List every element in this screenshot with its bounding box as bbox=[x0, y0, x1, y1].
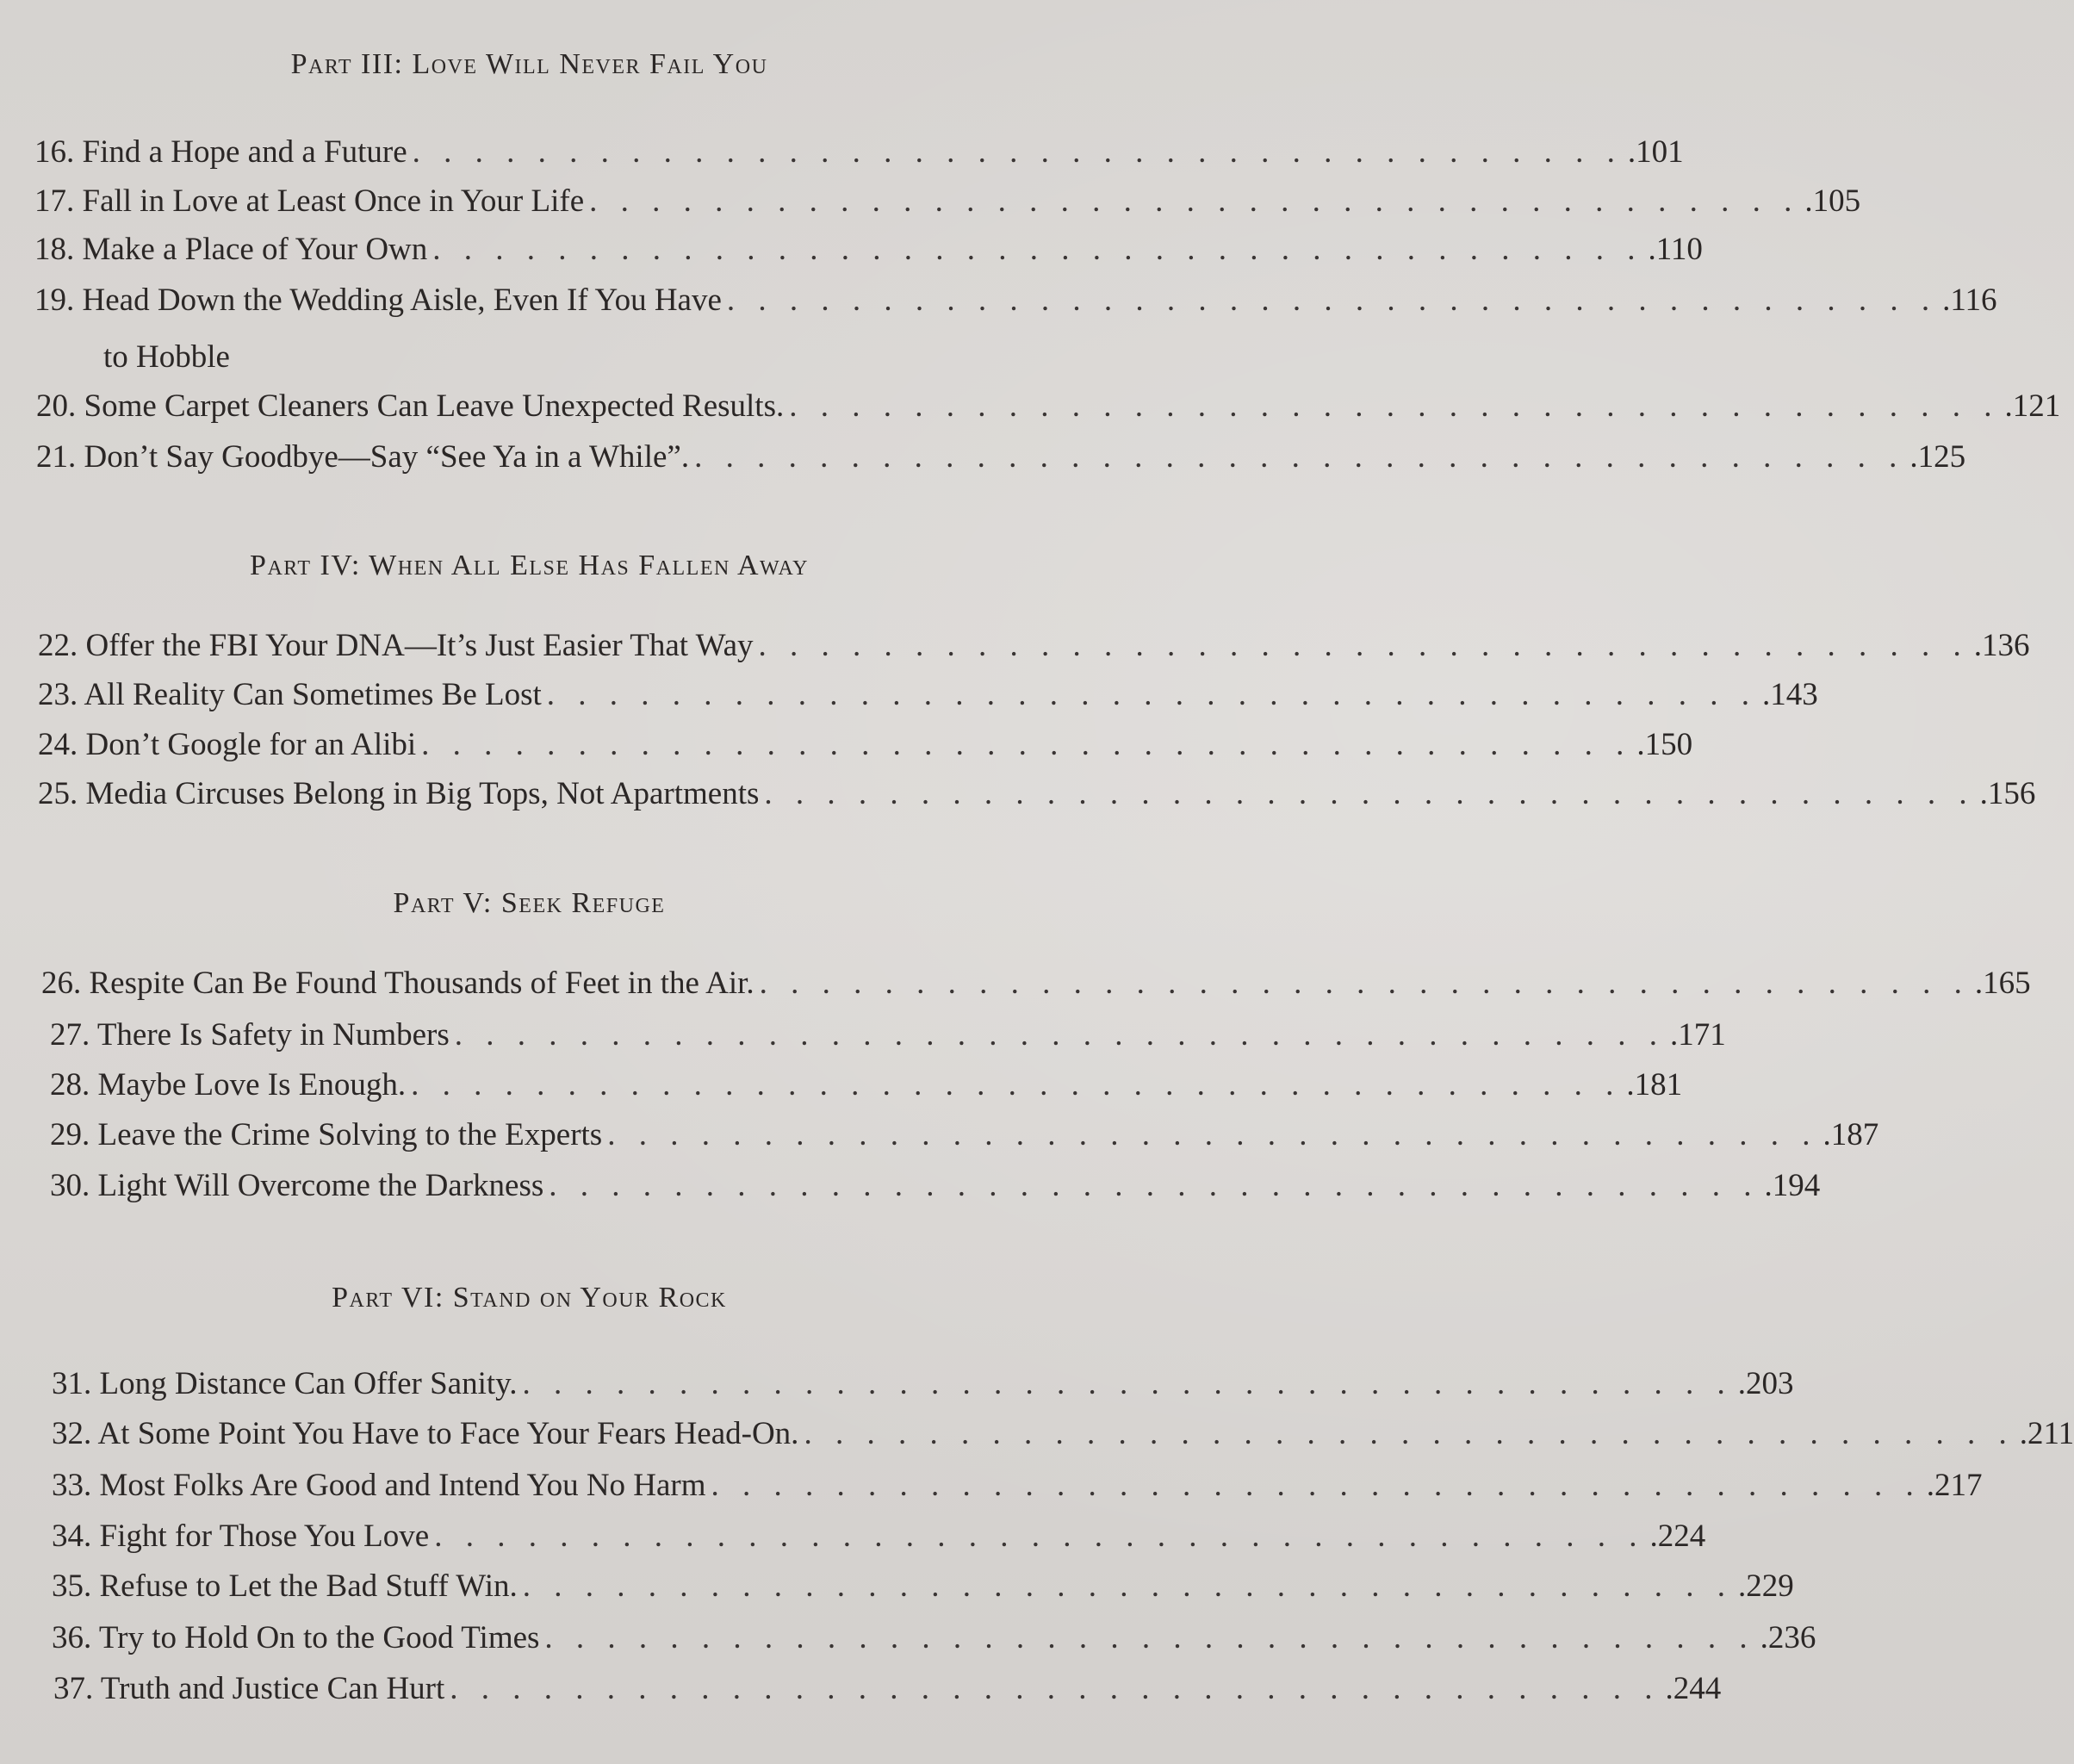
toc-entry-title: 34. Fight for Those You Love bbox=[52, 1519, 430, 1554]
dot-leader: . . . . . . . . . . . . . . . . . . . . . . . . . . . . . . . . . . . . . . . bbox=[546, 677, 1758, 712]
dot-leader: . . . . . . . . . . . . . . . . . . . . . . . . . . . . . . . . . . . . . . . bbox=[789, 388, 2000, 424]
part-heading: Part IV: When All Else Has Fallen Away bbox=[250, 550, 809, 581]
toc-entry-page: .150 bbox=[1636, 727, 1693, 762]
toc-entry-page: .224 bbox=[1649, 1519, 1706, 1554]
toc-entry-title: 17. Fall in Love at Least Once in Your Life bbox=[34, 183, 585, 219]
toc-entry-title: 30. Light Will Overcome the Darkness bbox=[50, 1168, 544, 1203]
toc-entry-title: 23. All Reality Can Sometimes Be Lost bbox=[38, 677, 542, 712]
toc-entry[interactable] bbox=[34, 183, 1861, 220]
toc-entry-title: 33. Most Folks Are Good and Intend You No Harm bbox=[52, 1468, 706, 1503]
dot-leader: . . . . . . . . . . . . . . . . . . . . . . . . . . . . . . . . . . . . . . . bbox=[434, 1519, 1645, 1554]
toc-entry-title: 35. Refuse to Let the Bad Stuff Win. bbox=[52, 1568, 518, 1604]
dot-leader: . . . . . . . . . . . . . . . . . . . . . . . . . . . . . . . . . . . . . . . bbox=[544, 1620, 1755, 1655]
toc-entry-title: 28. Maybe Love Is Enough. bbox=[50, 1067, 407, 1102]
toc-entry-title: 16. Find a Hope and a Future bbox=[34, 134, 407, 170]
dot-leader: . . . . . . . . . . . . . . . . . . . . . . . . . . . . . . . . . . . . . . . bbox=[758, 628, 1969, 663]
toc-entry-title: 36. Try to Hold On to the Good Times bbox=[52, 1620, 540, 1655]
toc-entry[interactable] bbox=[52, 1467, 1983, 1505]
toc-entry-page: .121 bbox=[2004, 388, 2061, 424]
dot-leader: . . . . . . . . . . . . . . . . . . . . . . . . . . . . . . . . . . . . . . . bbox=[522, 1568, 1734, 1604]
toc-entry-page: .203 bbox=[1737, 1366, 1794, 1401]
dot-leader: . . . . . . . . . . . . . . . . . . . . . . . . . . . . . . . . . . . . . . . bbox=[411, 1067, 1622, 1102]
dot-leader: . . . . . . . . . . . . . . . . . . . . . . . . . . . . . . . . . . . . . . . bbox=[412, 134, 1623, 170]
toc-entry[interactable] bbox=[34, 282, 1997, 320]
toc-entry[interactable] bbox=[50, 1116, 1879, 1154]
dot-leader: . . . . . . . . . . . . . . . . . . . . . . . . . . . . . . . . . . . . . . . bbox=[694, 439, 1905, 475]
toc-entry-page: .105 bbox=[1804, 183, 1861, 219]
toc-entry[interactable] bbox=[34, 134, 1684, 171]
toc-entry[interactable] bbox=[36, 388, 2061, 425]
toc-entry-page: .236 bbox=[1760, 1620, 1816, 1655]
toc-entry[interactable] bbox=[50, 1016, 1726, 1054]
part-heading: Part III: Love Will Never Fail You bbox=[290, 48, 768, 80]
dot-leader: . . . . . . . . . . . . . . . . . . . . . . . . . . . . . . . . . . . . . . . bbox=[764, 776, 1975, 811]
toc-entry-page: .244 bbox=[1665, 1671, 1722, 1706]
part-heading: Part V: Seek Refuge bbox=[393, 887, 666, 919]
toc-entry-page: .211 bbox=[2019, 1416, 2074, 1451]
toc-entry[interactable] bbox=[38, 726, 1693, 764]
dot-leader: . . . . . . . . . . . . . . . . . . . . . . . . . . . . . . . . . . . . . . . bbox=[759, 966, 1970, 1001]
toc-entry-title: 27. There Is Safety in Numbers bbox=[50, 1017, 450, 1053]
toc-entry-title: 32. At Some Point You Have to Face Your Fears Head-On. bbox=[52, 1416, 799, 1451]
toc-entry-page: .165 bbox=[1974, 966, 2031, 1001]
toc-entry-title: 20. Some Carpet Cleaners Can Leave Unexpected Results. bbox=[36, 388, 785, 424]
toc-entry-title: 31. Long Distance Can Offer Sanity. bbox=[52, 1366, 518, 1401]
dot-leader: . . . . . . . . . . . . . . . . . . . . . . . . . . . . . . . . . . . . . . . bbox=[549, 1168, 1760, 1203]
toc-entry-page: .125 bbox=[1909, 439, 1966, 475]
toc-entry-title: 37. Truth and Justice Can Hurt bbox=[53, 1671, 445, 1706]
toc-entry-title: 18. Make a Place of Your Own bbox=[34, 232, 428, 267]
toc-entry[interactable] bbox=[53, 1670, 1722, 1708]
toc-entry-page: .101 bbox=[1627, 134, 1684, 170]
toc-entry-continuation: to Hobble bbox=[103, 339, 230, 375]
toc-entry[interactable] bbox=[38, 775, 2036, 813]
toc-entry[interactable] bbox=[41, 965, 2031, 1003]
toc-entry[interactable] bbox=[52, 1415, 2074, 1453]
toc-entry-page: .116 bbox=[1942, 283, 1997, 318]
toc-entry[interactable] bbox=[38, 627, 2030, 665]
toc-entry[interactable] bbox=[52, 1619, 1816, 1657]
toc-entry-page: .181 bbox=[1626, 1067, 1683, 1102]
toc-entry-title: 21. Don’t Say Goodbye—Say “See Ya in a While”. bbox=[36, 439, 690, 475]
toc-entry[interactable] bbox=[38, 676, 1818, 714]
toc-entry[interactable] bbox=[50, 1167, 1821, 1205]
toc-entry-page: .229 bbox=[1738, 1568, 1794, 1604]
toc-entry-title: 19. Head Down the Wedding Aisle, Even If You Have bbox=[34, 283, 722, 318]
toc-entry[interactable] bbox=[52, 1568, 1794, 1606]
dot-leader: . . . . . . . . . . . . . . . . . . . . . . . . . . . . . . . . . . . . . . . bbox=[454, 1017, 1666, 1053]
toc-entry[interactable] bbox=[52, 1365, 1794, 1403]
toc-entry-page: .171 bbox=[1670, 1017, 1726, 1053]
toc-entry[interactable] bbox=[52, 1518, 1706, 1556]
toc-entry[interactable] bbox=[50, 1066, 1683, 1104]
dot-leader: . . . . . . . . . . . . . . . . . . . . . . . . . . . . . . . . . . . . . . . bbox=[607, 1117, 1818, 1152]
dot-leader: . . . . . . . . . . . . . . . . . . . . . . . . . . . . . . . . . . . . . . . bbox=[450, 1671, 1661, 1706]
toc-entry-title: 26. Respite Can Be Found Thousands of Feet in the Air. bbox=[41, 966, 754, 1001]
dot-leader: . . . . . . . . . . . . . . . . . . . . . . . . . . . . . . . . . . . . . . . bbox=[589, 183, 1800, 219]
toc-entry-page: .110 bbox=[1648, 232, 1703, 267]
toc-entry-title: 29. Leave the Crime Solving to the Experts bbox=[50, 1117, 603, 1152]
dot-leader: . . . . . . . . . . . . . . . . . . . . . . . . . . . . . . . . . . . . . . . bbox=[711, 1468, 1922, 1503]
dot-leader: . . . . . . . . . . . . . . . . . . . . . . . . . . . . . . . . . . . . . . . bbox=[432, 232, 1643, 267]
toc-entry-title: 22. Offer the FBI Your DNA—It’s Just Easier That Way bbox=[38, 628, 754, 663]
toc-entry-title: 24. Don’t Google for an Alibi bbox=[38, 727, 417, 762]
part-heading: Part VI: Stand on Your Rock bbox=[332, 1282, 727, 1314]
dot-leader: . . . . . . . . . . . . . . . . . . . . . . . . . . . . . . . . . . . . . . . bbox=[804, 1416, 2015, 1451]
toc-entry[interactable] bbox=[34, 231, 1703, 269]
toc-entry-page: .143 bbox=[1762, 677, 1818, 712]
toc-entry-page: .187 bbox=[1823, 1117, 1879, 1152]
toc-entry-page: .194 bbox=[1764, 1168, 1821, 1203]
toc-entry-page: .136 bbox=[1973, 628, 2030, 663]
toc-entry-page: .156 bbox=[1979, 776, 2036, 811]
dot-leader: . . . . . . . . . . . . . . . . . . . . . . . . . . . . . . . . . . . . . . . bbox=[421, 727, 1632, 762]
toc-entry[interactable] bbox=[36, 438, 1966, 476]
toc-entry-title: 25. Media Circuses Belong in Big Tops, Not Apartments bbox=[38, 776, 760, 811]
dot-leader: . . . . . . . . . . . . . . . . . . . . . . . . . . . . . . . . . . . . . . . bbox=[522, 1366, 1733, 1401]
dot-leader: . . . . . . . . . . . . . . . . . . . . . . . . . . . . . . . . . . . . . . . bbox=[726, 283, 1938, 318]
toc-entry-page: .217 bbox=[1926, 1468, 1983, 1503]
